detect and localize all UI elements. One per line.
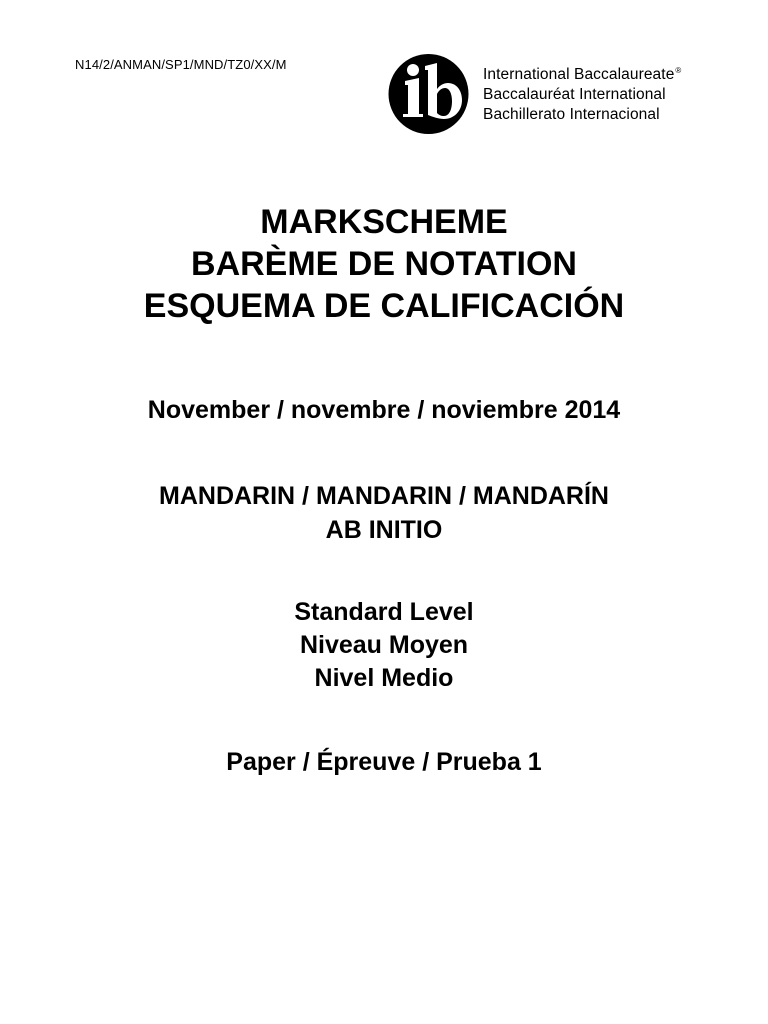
registered-mark: ® — [675, 66, 682, 75]
subject-line-2: AB INITIO — [325, 516, 443, 544]
subject — [0, 479, 768, 547]
title-line-english: MARKSCHEME — [260, 203, 508, 241]
ib-organization-names — [483, 61, 681, 125]
org-name-english: International Baccalaureate® — [483, 66, 682, 84]
level — [0, 596, 768, 695]
level-english: Standard Level — [294, 598, 474, 626]
org-name-french: Baccalauréat International — [483, 86, 666, 104]
subject-line-1: MANDARIN / MANDARIN / MANDARÍN — [159, 482, 609, 510]
level-french: Niveau Moyen — [299, 631, 469, 659]
document-code: N14/2/ANMAN/SP1/MND/TZ0/XX/M — [75, 57, 287, 72]
exam-session: November / novembre / noviembre 2014 — [147, 396, 621, 424]
level-spanish: Nivel Medio — [314, 664, 454, 692]
title-line-spanish: ESQUEMA DE CALIFICACIÓN — [143, 287, 625, 325]
page-title — [0, 201, 768, 327]
title-line-french: BARÈME DE NOTATION — [191, 245, 577, 283]
paper-number: Paper / Épreuve / Prueba 1 — [226, 748, 542, 776]
org-name-spanish: Bachillerato Internacional — [483, 106, 660, 124]
ib-logo-icon — [388, 54, 469, 134]
